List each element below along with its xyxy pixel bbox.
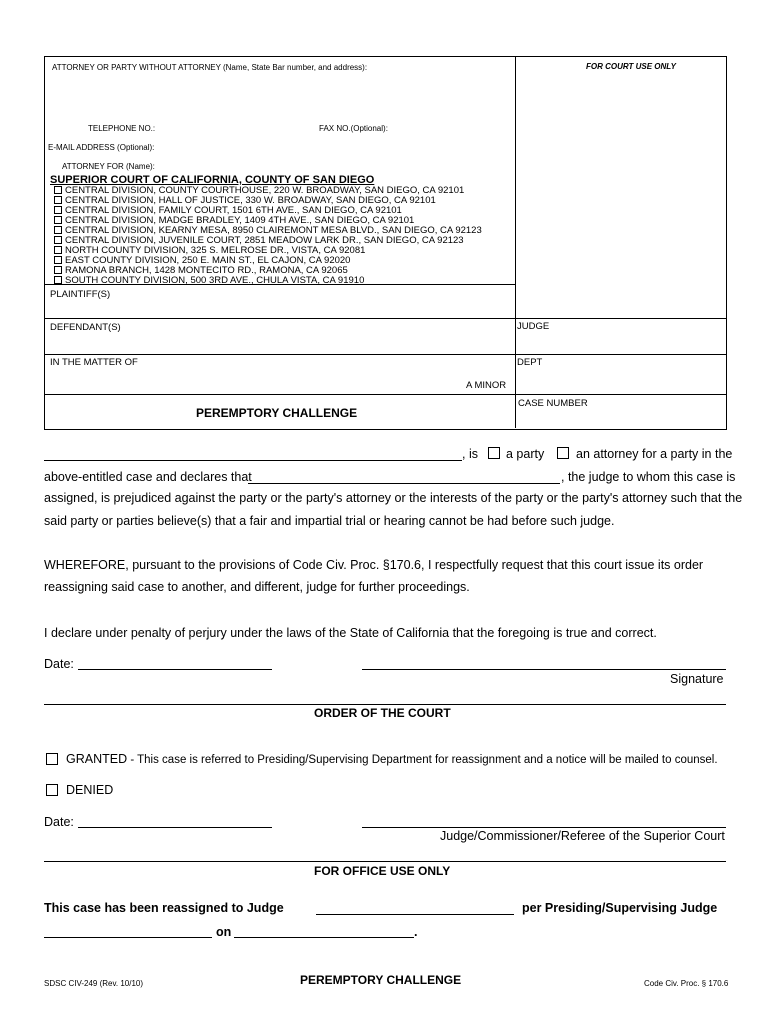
order-title: ORDER OF THE COURT bbox=[314, 706, 451, 720]
attorney-label: an attorney for a party in the bbox=[576, 447, 733, 461]
case-number-label: CASE NUMBER bbox=[518, 398, 588, 409]
checkbox[interactable] bbox=[54, 186, 62, 194]
footer-form-number: SDSC CIV-249 (Rev. 10/10) bbox=[44, 979, 144, 988]
court-location-option[interactable]: CENTRAL DIVISION, KEARNY MESA, 8950 CLAIREMONT MESA BLVD., SAN DIEGO, CA 92123 bbox=[54, 226, 482, 236]
court-location-option[interactable]: CENTRAL DIVISION, JUVENILE COURT, 2851 MEADOW LARK DR., SAN DIEGO, CA 92123 bbox=[54, 236, 482, 246]
row-divider-case bbox=[44, 394, 726, 395]
judge-signature-line[interactable] bbox=[362, 827, 726, 828]
court-locations bbox=[54, 186, 482, 286]
a-party-label: a party bbox=[506, 447, 545, 461]
wherefore-line1: WHEREFORE, pursuant to the provisions of Code Civ. Proc. §170.6, I respectfully request that this court issue its order bbox=[44, 558, 704, 572]
granted-text bbox=[66, 752, 718, 766]
judge-label: JUDGE bbox=[517, 321, 550, 332]
reassigned-judge-line[interactable] bbox=[316, 914, 514, 915]
checkbox[interactable] bbox=[54, 246, 62, 254]
denied-label: DENIED bbox=[66, 783, 114, 797]
plaintiff-label: PLAINTIFF(S) bbox=[50, 289, 111, 300]
court-location-option[interactable]: EAST COUNTY DIVISION, 250 E. MAIN ST., EL CAJON, CA 92020 bbox=[54, 256, 482, 266]
row-divider-defendant bbox=[44, 318, 726, 319]
date-label: Date: bbox=[44, 657, 74, 671]
checkbox[interactable] bbox=[54, 206, 62, 214]
checkbox[interactable] bbox=[54, 266, 62, 274]
court-location-option[interactable]: SOUTH COUNTY DIVISION, 500 3RD AVE., CHULA VISTA, CA 91910 bbox=[54, 276, 482, 286]
per-text: per Presiding/Supervising Judge bbox=[522, 901, 718, 915]
minor-label: A MINOR bbox=[466, 380, 507, 391]
checkbox[interactable] bbox=[54, 196, 62, 204]
form-title: PEREMPTORY CHALLENGE bbox=[196, 406, 358, 420]
court-location-option[interactable]: CENTRAL DIVISION, FAMILY COURT, 1501 6TH AVE., SAN DIEGO, CA 92101 bbox=[54, 206, 482, 216]
period-text: . bbox=[414, 925, 418, 939]
declarant-name-line[interactable] bbox=[44, 460, 462, 461]
row-divider-matter bbox=[44, 354, 726, 355]
judge-name-line-2[interactable] bbox=[44, 937, 212, 938]
court-use-label: FOR COURT USE ONLY bbox=[586, 62, 676, 71]
fax-label: FAX NO.(Optional): bbox=[319, 124, 388, 133]
defendant-label: DEFENDANT(S) bbox=[50, 322, 121, 333]
reassigned-text: This case has been reassigned to Judge bbox=[44, 901, 284, 915]
court-location-option[interactable]: RAMONA BRANCH, 1428 MONTECITO RD., RAMONA, CA 92065 bbox=[54, 266, 482, 276]
granted-label: GRANTED bbox=[66, 752, 128, 766]
court-location-option[interactable]: CENTRAL DIVISION, MADGE BRADLEY, 1409 4TH AVE., SAN DIEGO, CA 92101 bbox=[54, 216, 482, 226]
checkbox[interactable] bbox=[54, 226, 62, 234]
checkbox[interactable] bbox=[54, 276, 62, 284]
attorney-for-label: ATTORNEY FOR (Name): bbox=[62, 162, 155, 171]
signature-line[interactable] bbox=[362, 669, 726, 670]
on-text: on bbox=[216, 925, 232, 939]
judge-signature-label: Judge/Commissioner/Referee of the Superior Court bbox=[440, 829, 725, 843]
date-line[interactable] bbox=[78, 669, 272, 670]
order-date-label: Date: bbox=[44, 815, 74, 829]
granted-checkbox[interactable] bbox=[46, 753, 58, 765]
signature-label: Signature bbox=[670, 672, 724, 686]
declaration-line3: assigned, is prejudiced against the party or the party's attorney or the interests of the party or the party's attorney such that the bbox=[44, 491, 743, 505]
attorney-checkbox[interactable] bbox=[557, 447, 569, 459]
footer-title: PEREMPTORY CHALLENGE bbox=[300, 973, 462, 987]
checkbox[interactable] bbox=[54, 236, 62, 244]
denied-checkbox[interactable] bbox=[46, 784, 58, 796]
order-date-line[interactable] bbox=[78, 827, 272, 828]
email-label: E-MAIL ADDRESS (Optional): bbox=[48, 143, 155, 152]
office-divider bbox=[44, 861, 726, 862]
checkbox[interactable] bbox=[54, 256, 62, 264]
declaration-line2-start: above-entitled case and declares that bbox=[44, 470, 252, 484]
declaration-line4: said party or parties believe(s) that a fair and impartial trial or hearing cannot be had before such judge. bbox=[44, 514, 615, 528]
declaration-line2-end: , the judge to whom this case is bbox=[561, 470, 736, 484]
wherefore-line2: reassigning said case to another, and different, judge for further proceedings. bbox=[44, 580, 470, 594]
court-location-option[interactable]: CENTRAL DIVISION, COUNTY COURTHOUSE, 220 W. BROADWAY, SAN DIEGO, CA 92101 bbox=[54, 186, 482, 196]
telephone-label: TELEPHONE NO.: bbox=[88, 124, 156, 133]
office-title: FOR OFFICE USE ONLY bbox=[314, 864, 451, 878]
attorney-label: ATTORNEY OR PARTY WITHOUT ATTORNEY (Name, State Bar number, and address): bbox=[52, 63, 368, 72]
court-use-divider bbox=[515, 56, 516, 428]
a-party-checkbox[interactable] bbox=[488, 447, 500, 459]
granted-description: - This case is referred to Presiding/Supervising Department for reassignment and a notice will be mailed to counsel. bbox=[127, 754, 718, 766]
order-divider bbox=[44, 704, 726, 705]
judge-name-line[interactable] bbox=[248, 483, 560, 484]
reassignment-date-line[interactable] bbox=[234, 937, 414, 938]
checkbox[interactable] bbox=[54, 216, 62, 224]
is-text: , is bbox=[462, 447, 478, 461]
dept-label: DEPT bbox=[517, 357, 543, 368]
court-title: SUPERIOR COURT OF CALIFORNIA, COUNTY OF SAN DIEGO bbox=[50, 174, 375, 186]
court-location-option[interactable]: CENTRAL DIVISION, HALL OF JUSTICE, 330 W. BROADWAY, SAN DIEGO, CA 92101 bbox=[54, 196, 482, 206]
court-location-option[interactable]: NORTH COUNTY DIVISION, 325 S. MELROSE DR., VISTA, CA 92081 bbox=[54, 246, 482, 256]
footer-code: Code Civ. Proc. § 170.6 bbox=[644, 979, 729, 988]
matter-label: IN THE MATTER OF bbox=[50, 357, 138, 368]
perjury-statement: I declare under penalty of perjury under the laws of the State of California that the foregoing is true and correct. bbox=[44, 626, 657, 640]
